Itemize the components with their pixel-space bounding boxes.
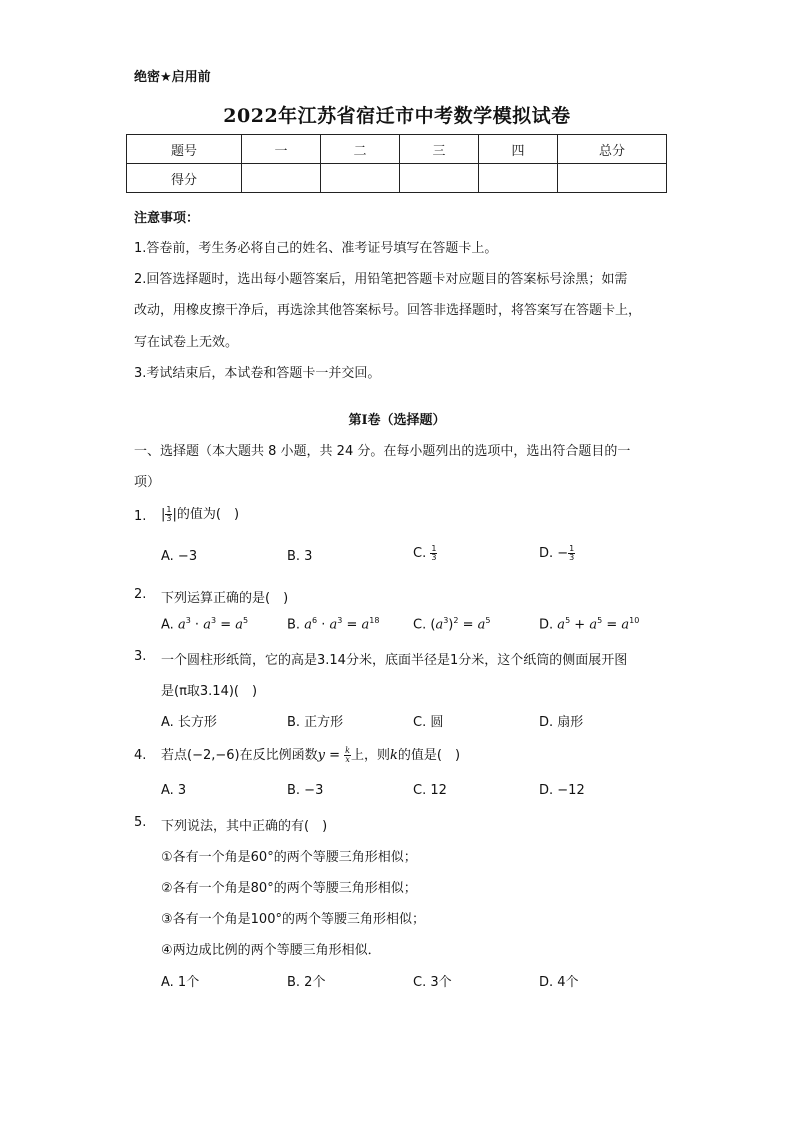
table-cell: 一	[242, 135, 321, 164]
note-line: 改动，用橡皮擦干净后，再选涂其他答案标号。回答非选择题时，将答案写在答题卡上，	[134, 303, 642, 318]
option-b[interactable]: B. 3	[287, 549, 313, 564]
statement-line: ②各有一个角是80°的两个等腰三角形相似；	[161, 881, 417, 896]
option-a[interactable]: A. $a^3 \cdot a^3 = a^5$	[161, 616, 249, 633]
confidential-label: 绝密★启用前	[134, 70, 211, 85]
option-d[interactable]: D. − $\frac{1}{3}$	[539, 544, 575, 562]
option-b[interactable]: B. −3	[287, 783, 324, 798]
note-line: 写在试卷上无效。	[134, 335, 239, 350]
question-stem: 下列运算正确的是( )	[161, 591, 289, 606]
question-number: 3.	[134, 649, 147, 664]
question-number: 1.	[134, 509, 147, 524]
option-d[interactable]: D. −12	[539, 783, 585, 798]
option-d[interactable]: D. 4个	[539, 975, 579, 990]
table-cell: 三	[400, 135, 479, 164]
score-table-score-row	[127, 164, 667, 193]
option-a[interactable]: A. −3	[161, 549, 198, 564]
statement-line: ③各有一个角是100°的两个等腰三角形相似；	[161, 912, 425, 927]
option-b[interactable]: B. $a^6 \cdot a^3 = a^{18}$	[287, 616, 380, 633]
option-c[interactable]: C. 圆	[413, 715, 444, 730]
statement-line: ④两边成比例的两个等腰三角形相似．	[161, 943, 381, 958]
option-c[interactable]: C. 3个	[413, 975, 452, 990]
option-c[interactable]: C. 12	[413, 783, 447, 798]
option-a[interactable]: A. 长方形	[161, 715, 217, 730]
table-cell: 得分	[127, 164, 242, 193]
option-c[interactable]: C. $\frac{1}{3}$	[413, 544, 437, 562]
option-c[interactable]: C. $(a^3)^2 = a^5$	[413, 616, 491, 633]
score-input-cell[interactable]	[558, 164, 667, 193]
score-input-cell[interactable]	[400, 164, 479, 193]
table-cell: 四	[479, 135, 558, 164]
statement-line: ①各有一个角是60°的两个等腰三角形相似；	[161, 850, 417, 865]
question-number: 5.	[134, 815, 147, 830]
note-line: 3.考试结束后，本试卷和答题卡一并交回。	[134, 366, 381, 381]
exam-title: 2022年江苏省宿迁市中考数学模拟试卷	[223, 105, 571, 127]
option-a[interactable]: A. 1个	[161, 975, 200, 990]
section-intro: 项）	[134, 475, 161, 490]
option-b[interactable]: B. 2个	[287, 975, 326, 990]
question-number: 4.	[134, 748, 147, 763]
question-stem: 一个圆柱形纸筒，它的高是3.14分米，底面半径是1分米，这个纸筒的侧面展开图	[161, 653, 628, 668]
question-stem: | $\frac{1}{3}$ |的值为( )	[161, 505, 240, 523]
table-cell: 题号	[127, 135, 242, 164]
option-b[interactable]: B. 正方形	[287, 715, 344, 730]
option-d[interactable]: D. $a^5 + a^5 = a^{10}$	[539, 616, 640, 633]
question-stem: 下列说法，其中正确的有( )	[161, 819, 328, 834]
score-input-cell[interactable]	[479, 164, 558, 193]
score-table	[126, 134, 667, 193]
option-a[interactable]: A. 3	[161, 783, 187, 798]
section-intro: 一、选择题（本大题共 8 小题，共 24 分。在每小题列出的选项中，选出符合题目的一	[134, 444, 631, 459]
notes-heading: 注意事项：	[134, 211, 200, 226]
section-title: 第Ⅰ卷（选择题）	[348, 413, 446, 428]
question-number: 2.	[134, 587, 147, 602]
score-input-cell[interactable]	[321, 164, 400, 193]
score-table-header-row	[127, 135, 667, 164]
note-line: 2.回答选择题时，选出每小题答案后，用铅笔把答题卡对应题目的答案标号涂黑；如需	[134, 272, 628, 287]
score-input-cell[interactable]	[242, 164, 321, 193]
fraction-one-third: $\frac{1}{3}$	[166, 505, 172, 523]
table-cell: 总分	[558, 135, 667, 164]
option-d[interactable]: D. 扇形	[539, 715, 584, 730]
question-stem: 是(π取3.14)( )	[161, 684, 258, 699]
question-stem: 若点(−2,−6)在反比例函数y = $\frac{k}{x}$ 上，则k的值是( )	[161, 746, 461, 764]
note-line: 1.答卷前，考生务必将自己的姓名、准考证号填写在答题卡上。	[134, 241, 498, 256]
table-cell: 二	[321, 135, 400, 164]
